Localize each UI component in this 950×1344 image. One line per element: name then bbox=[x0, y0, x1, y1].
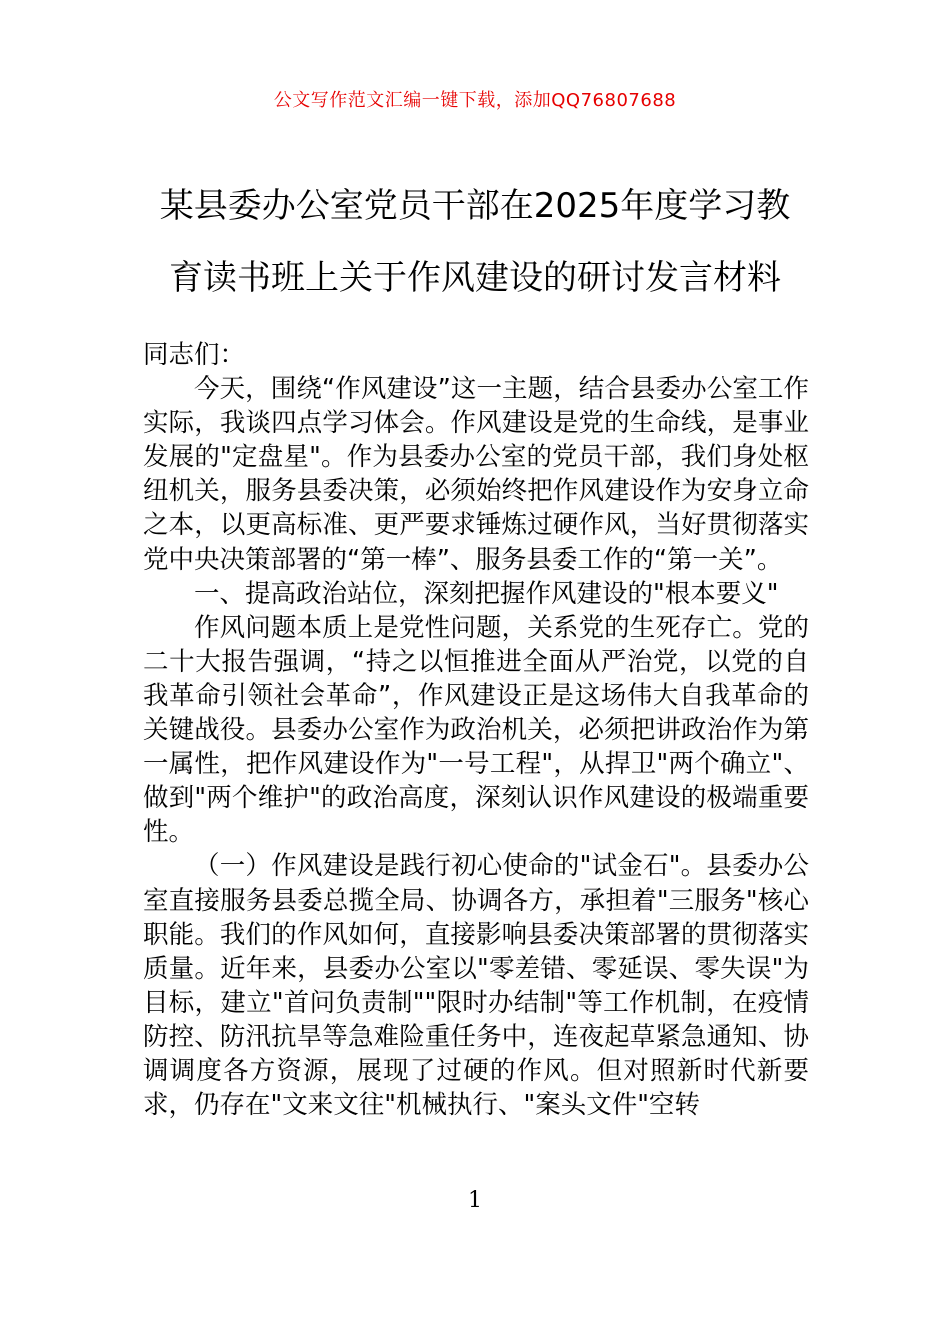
salutation: 同志们： bbox=[143, 340, 246, 370]
header-banner[interactable]: 公文写作范文汇编一键下载，添加QQ76807688 bbox=[273, 90, 677, 111]
title-line-2: 育读书班上关于作风建设的研讨发言材料 bbox=[169, 258, 781, 298]
page-title bbox=[120, 170, 830, 314]
document-body bbox=[143, 338, 809, 1122]
page-number: 1 bbox=[468, 1188, 482, 1213]
paragraph-section-1: 作风问题本质上是党性问题，关系党的生死存亡。党的二十大报告强调，“持之以恒推进全面从严治党，以党的自我革命引领社会革命”，作风建设正是这场伟大自我革命的关键战役。县委办公室作为政治机关，必须把讲政治作为第一属性，把作风建设作为"一号工程"，从捍卫"两个确立"、做到"两个维护"的政治高度，深刻认识作风建设的极端重要性。 bbox=[143, 612, 809, 848]
paragraph-intro: 今天，围绕“作风建设”这一主题，结合县委办公室工作实际，我谈四点学习体会。作风建设是党的生命线，是事业发展的"定盘星"。作为县委办公室的党员干部，我们身处枢纽机关，服务县委决策，必须始终把作风建设作为安身立命之本，以更高标准、更严要求锤炼过硬作风，当好贯彻落实党中央决策部署的“第一棒”、服务县委工作的“第一关”。 bbox=[143, 374, 809, 575]
title-line-1: 某县委办公室党员干部在2025年度学习教 bbox=[159, 186, 791, 226]
paragraph-subsection-1: （一）作风建设是践行初心使命的"试金石"。县委办公室直接服务县委总揽全局、协调各方，承担着"三服务"核心职能。我们的作风如何，直接影响县委决策部署的贯彻落实质量。近年来，县委办公室以"零差错、零延误、零失误"为目标，建立"首问负责制""限时办结制"等工作机制，在疫情防控、防汛抗旱等急难险重任务中，连夜起草紧急通知、协调调度各方资源，展现了过硬的作风。但对照新时代新要求，仍存在"文来文往"机械执行、"案头文件"空转 bbox=[143, 851, 809, 1121]
section-heading-1: 一、提高政治站位，深刻把握作风建设的"根本要义" bbox=[194, 578, 779, 609]
